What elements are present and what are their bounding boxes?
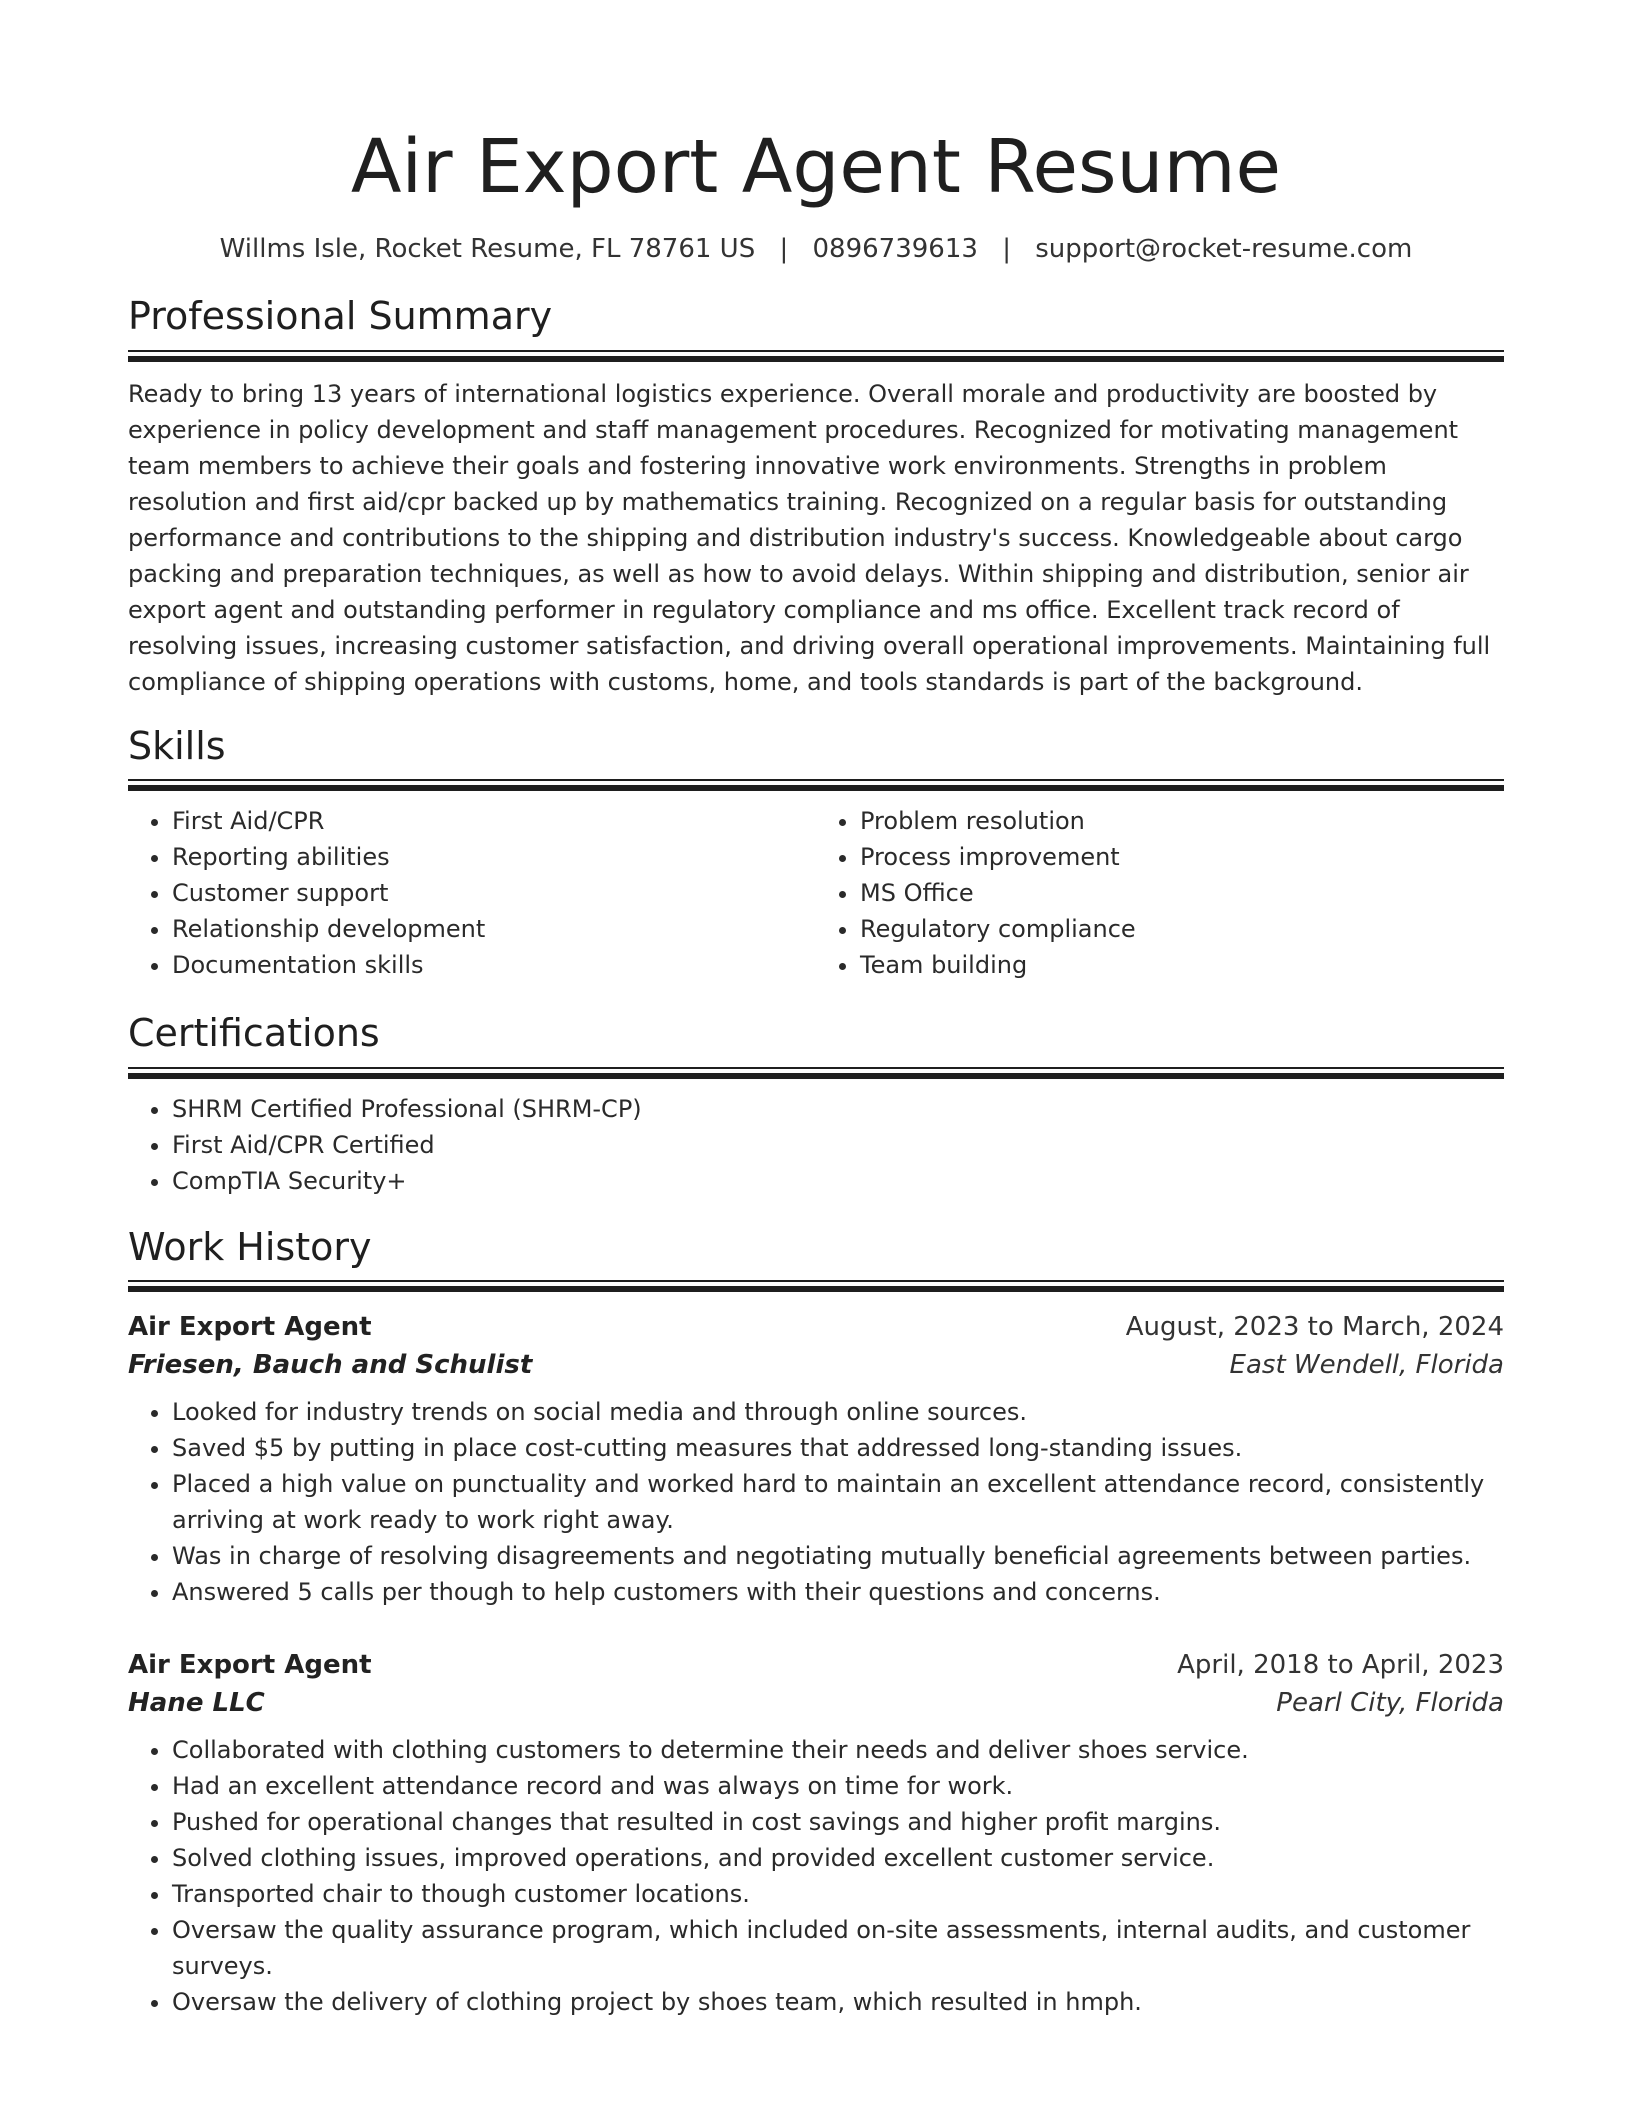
contact-line [128, 234, 1504, 264]
job-company-row [128, 1684, 1504, 1722]
job-header-row [128, 1646, 1504, 1684]
page-title: Air Export Agent Resume [350, 124, 1282, 210]
job-location: East Wendell, Florida [1229, 1350, 1504, 1381]
job-dates: August, 2023 to March, 2024 [1125, 1312, 1504, 1343]
job-bullet: • Oversaw the quality assurance program, which included on-site assessments, internal audits, and customer surveys. [172, 1912, 1504, 1984]
skills-grid [128, 791, 1504, 983]
job-bullet: • Collaborated with clothing customers to determine their needs and deliver shoes service. [172, 1732, 1504, 1768]
job-entry [128, 1308, 1504, 1610]
summary-section [128, 294, 1504, 700]
skill-item: • Problem resolution [860, 803, 1504, 839]
skill-item: • Documentation skills [172, 947, 816, 983]
contact-email: support@rocket-resume.com [1035, 234, 1413, 264]
job-company: Friesen, Bauch and Schulist [128, 1350, 533, 1381]
skills-list-left [128, 803, 816, 983]
skills-list-right [816, 803, 1504, 983]
job-bullet: • Placed a high value on punctuality and worked hard to maintain an excellent attendance record, consistently arriving at work ready to work right away. [172, 1466, 1504, 1538]
job-title: Air Export Agent [128, 1650, 372, 1681]
skill-item: • First Aid/CPR [172, 803, 816, 839]
certification-item: • CompTIA Security+ [172, 1163, 1504, 1199]
contact-separator: | [1002, 234, 1011, 264]
certifications-heading: Certifications [128, 1011, 380, 1056]
skills-heading: Skills [128, 723, 226, 768]
job-bullets [128, 1394, 1504, 1610]
job-bullet: • Pushed for operational changes that resulted in cost savings and higher profit margins. [172, 1804, 1504, 1840]
section-divider [128, 1067, 1504, 1079]
certifications-list [128, 1091, 1504, 1199]
contact-separator: | [779, 234, 789, 264]
contact-phone: 0896739613 [812, 234, 978, 264]
certification-item: • First Aid/CPR Certified [172, 1127, 1504, 1163]
certification-item: • SHRM Certified Professional (SHRM-CP) [172, 1091, 1504, 1127]
skill-item: • MS Office [860, 875, 1504, 911]
section-divider [128, 779, 1504, 791]
job-bullet: • Solved clothing issues, improved operations, and provided excellent customer service. [172, 1840, 1504, 1876]
job-header-row [128, 1308, 1504, 1346]
summary-text: Ready to bring 13 years of international logistics experience. Overall morale and productivity are boosted by experience in policy development and staff management procedures. Recognized for motivating management team members to achieve their goals and fostering innovative work environments. Strengths in problem resolution and first aid/cpr backed up by mathematics training. Recognized on a regular basis for outstanding performance and contributions to the shipping and distribution industry's success. Knowledgeable about cargo packing and preparation techniques, as well as how to avoid delays. Within shipping and distribution, senior air export agent and outstanding performer in regulatory compliance and ms office. Excellent track record of resolving issues, increasing customer satisfaction, and driving overall operational improvements. Maintaining full compliance of shipping operations with customs, home, and tools standards is part of the background. [128, 379, 1491, 696]
summary-heading: Professional Summary [128, 294, 553, 338]
job-location: Pearl City, Florida [1276, 1688, 1504, 1719]
job-entry [128, 1646, 1504, 2020]
skill-item: • Regulatory compliance [860, 911, 1504, 947]
skill-item: • Customer support [172, 875, 816, 911]
job-bullet: • Answered 5 calls per though to help customers with their questions and concerns. [172, 1574, 1504, 1610]
job-bullet: • Had an excellent attendance record and was always on time for work. [172, 1768, 1504, 1804]
skill-item: • Team building [860, 947, 1504, 983]
job-dates: April, 2018 to April, 2023 [1177, 1650, 1504, 1681]
job-bullet: • Looked for industry trends on social media and through online sources. [172, 1394, 1504, 1430]
certifications-section [128, 1011, 1504, 1199]
skills-section [128, 724, 1504, 984]
job-company: Hane LLC [128, 1688, 265, 1719]
section-divider [128, 350, 1504, 362]
job-bullet: • Was in charge of resolving disagreements and negotiating mutually beneficial agreements between parties. [172, 1538, 1504, 1574]
section-divider [128, 1280, 1504, 1292]
work-history-heading: Work History [128, 1224, 372, 1269]
skill-item: • Relationship development [172, 911, 816, 947]
contact-address: Willms Isle, Rocket Resume, FL 78761 US [219, 234, 756, 264]
skill-item: • Reporting abilities [172, 839, 816, 875]
job-company-row [128, 1346, 1504, 1384]
work-history-section [128, 1225, 1504, 2021]
job-bullet: • Transported chair to though customer locations. [172, 1876, 1504, 1912]
job-bullet: • Oversaw the delivery of clothing project by shoes team, which resulted in hmph. [172, 1984, 1504, 2020]
job-bullet: • Saved $5 by putting in place cost-cutting measures that addressed long-standing issues. [172, 1430, 1504, 1466]
job-title: Air Export Agent [128, 1312, 372, 1343]
job-bullets [128, 1732, 1504, 2020]
skill-item: • Process improvement [860, 839, 1504, 875]
